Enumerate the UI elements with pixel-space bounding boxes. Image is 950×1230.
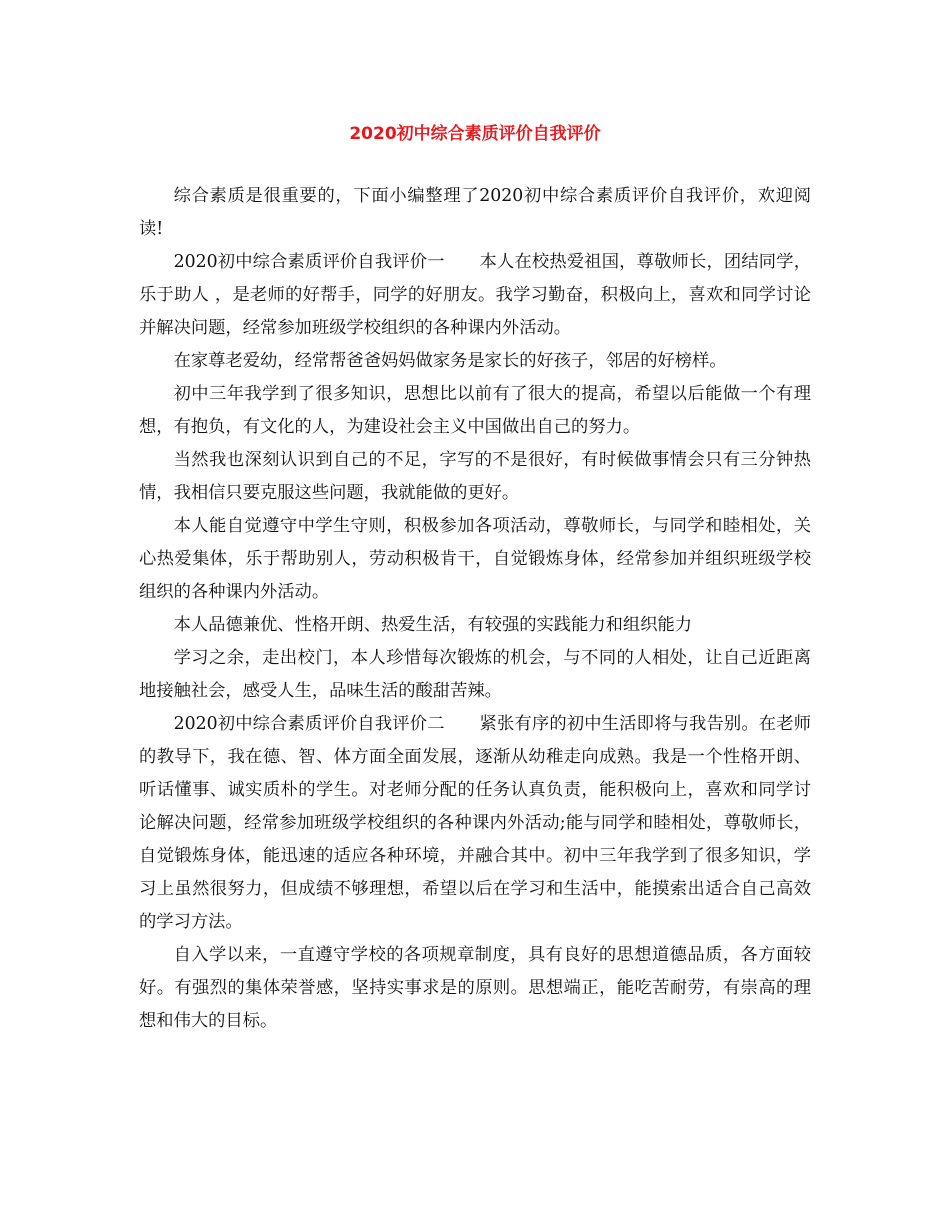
document-title: 2020初中综合素质评价自我评价: [349, 124, 601, 144]
paragraph-character: 本人品德兼优、性格开朗、热爱生活，有较强的实践能力和组织能力: [173, 615, 693, 635]
paragraph-social: 学习之余，走出校门，本人珍惜每次锻炼的机会，与不同的人相处，让自己近距离地接触社会，感受人生，品味生活的酸甜苦辣。: [139, 648, 811, 701]
paragraph-discipline: 自入学以来，一直遵守学校的各项规章制度，具有良好的思想道德品质，各方面较好。有强烈的集体荣誉感，坚持实事求是的原则。思想端正，能吃苦耐劳，有崇高的理想和伟大的目标。: [139, 945, 811, 1031]
paragraph-shortcomings: 当然我也深刻认识到自己的不足，字写的不是很好，有时候做事情会只有三分钟热情，我相信只要克服这些问题，我就能做的更好。: [139, 450, 811, 503]
paragraph-family: 在家尊老爱幼，经常帮爸爸妈妈做家务是家长的好孩子，邻居的好榜样。: [173, 351, 727, 371]
paragraph-essay-two: 2020初中综合素质评价自我评价二 紧张有序的初中生活即将与我告别。在老师的教导下，我在德、智、体方面全面发展，逐渐从幼稚走向成熟。我是一个性格开朗、听话懂事、诚实质朴的学生。对老师分配的任务认真负责，能积极向上，喜欢和同学讨论解决问题，经常参加班级学校组织的各种课内外活动;能与同学和睦相处，尊敬师长，自觉锻炼身体，能迅速的适应各种环境，并融合其中。初中三年我学到了很多知识，学习上虽然很努力，但成绩不够理想，希望以后在学习和生活中，能摸索出适合自己高效的学习方法。: [139, 714, 811, 932]
document-body: [139, 180, 811, 1038]
paragraph-intro: 综合素质是很重要的，下面小编整理了2020初中综合素质评价自我评价，欢迎阅读!: [139, 186, 811, 239]
paragraph-conduct: 本人能自觉遵守中学生守则，积极参加各项活动，尊敬师长，与同学和睦相处，关心热爱集体，乐于帮助别人，劳动积极肯干，自觉锻炼身体，经常参加并组织班级学校组织的各种课内外活动。: [139, 516, 811, 602]
paragraph-essay-one: 2020初中综合素质评价自我评价一 本人在校热爱祖国，尊敬师长，团结同学，乐于助人 ，是老师的好帮手，同学的好朋友。我学习勤奋，积极向上，喜欢和同学讨论并解决问题，经常参加班级学校组织的各种课内外活动。: [139, 252, 811, 338]
paragraph-knowledge: 初中三年我学到了很多知识，思想比以前有了很大的提高，希望以后能做一个有理想，有抱负，有文化的人，为建设社会主义中国做出自己的努力。: [139, 384, 811, 437]
